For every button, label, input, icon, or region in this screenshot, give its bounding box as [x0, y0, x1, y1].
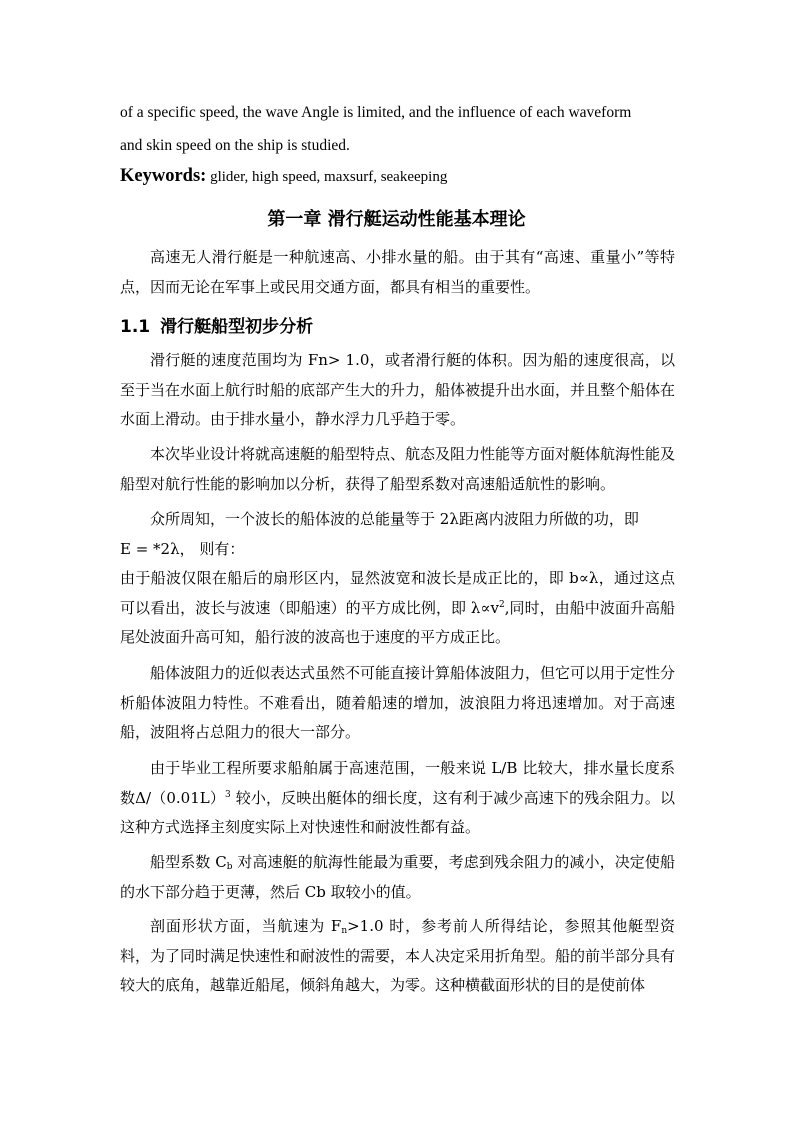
- subscript-b: b: [226, 862, 233, 872]
- section-title: 滑行艇船型初步分析: [160, 317, 314, 337]
- wave-energy-line: 众所周知，一个波长的船体波的总能量等于 2λ距离内波阻力所做的功，即: [150, 510, 639, 528]
- paragraph-wave-resistance: 船体波阻力的近似表达式虽然不可能直接计算船体波阻力，但它可以用于定性分析船体波阻力特性。不难看出，随着船速的增加，波浪阻力将迅速增加。对于高速船，波阻将占总阻力的很大一部分。: [120, 664, 676, 741]
- superscript-2: 2: [499, 599, 505, 610]
- keywords-label: Keywords:: [120, 166, 207, 186]
- energy-formula: E = *2λ， 则有：: [120, 539, 245, 558]
- section-shape-text-a: 剖面形状方面，当航速为 F: [150, 917, 342, 935]
- section-shape-text-b: >1.0 时，参考前人所得结论，参照其他艇型资料，为了同时满足快速性和耐波性的需要，本人决定采用折角型。船的前半部分具有较大的底角，越靠近船尾，倾斜角越大，为零。这种横截面形状的目的是使前体: [120, 917, 676, 994]
- wave-length-text-b: ,同时，由船中波面升高船尾处波面升高可知，船行波的波高也于速度的平方成正比。: [120, 598, 675, 646]
- keywords-text: glider, high speed, maxsurf, seakeeping: [206, 169, 448, 185]
- chapter-title: 第一章 滑行艇运动性能基本理论: [267, 209, 526, 230]
- paragraph-wave-energy: [120, 505, 675, 564]
- paragraph-block-coefficient: [120, 848, 675, 907]
- superscript-3: 3: [225, 789, 231, 800]
- abstract-line-2: and skin speed on the ship is studied.: [120, 137, 350, 154]
- paragraph-section-shape: [120, 912, 675, 1001]
- section-number: 1.1: [120, 317, 151, 337]
- intro-paragraph: 高速无人滑行艇是一种航速高、小排水量的船。由于其有“高速、重量小”等特点，因而无论在军事上或民用交通方面，都具有相当的重要性。: [120, 248, 675, 296]
- keywords-line: [120, 166, 447, 187]
- abstract-tail: [120, 96, 675, 162]
- abstract-line-1: of a specific speed, the wave Angle is limited, and the influence of each waveform: [120, 104, 632, 121]
- block-coef-text-b: 对高速艇的航海性能最为重要，考虑到残余阻力的减小，决定使船的水下部分趋于更薄，然后 Cb 取较小的值。: [120, 853, 675, 901]
- paragraph-speed-range: 滑行艇的速度范围均为 Fn> 1.0，或者滑行艇的体积。因为船的速度很高，以至于当在水面上航行时船的底部产生大的升力，船体被提升出水面，并且整个船体在水面上滑动。由于排水量小，静水浮力几乎趋于零。: [120, 351, 676, 428]
- paragraph-displacement: [120, 754, 675, 843]
- paragraph-design-scope: 本次毕业设计将就高速艇的船型特点、航态及阻力性能等方面对艇体航海性能及船型对航行性能的影响加以分析，获得了船型系数对高速船适航性的影响。: [120, 445, 676, 493]
- block-coef-text-a: 船型系数 C: [150, 853, 227, 871]
- displacement-text-b: 较小，反映出艇体的细长度，这有利于减少高速下的残余阻力。以这种方式选择主刻度实际上对快速性和耐波性都有益。: [120, 788, 676, 836]
- section-heading: [120, 312, 313, 337]
- displacement-text-a: 由于毕业工程所要求船舶属于高速范围，一般来说 L/B 比较大，排水量长度系数Δ/（0.01L）: [120, 759, 675, 807]
- wave-length-text-a: 由于船波仅限在船后的扇形区内，显然波宽和波长是成正比的，即 b∝λ，通过这点可以看出，波长与波速（即船速）的平方成比例，即 λ∝v: [120, 569, 675, 617]
- subscript-n: n: [341, 926, 348, 936]
- paragraph-wave-length: [120, 564, 675, 653]
